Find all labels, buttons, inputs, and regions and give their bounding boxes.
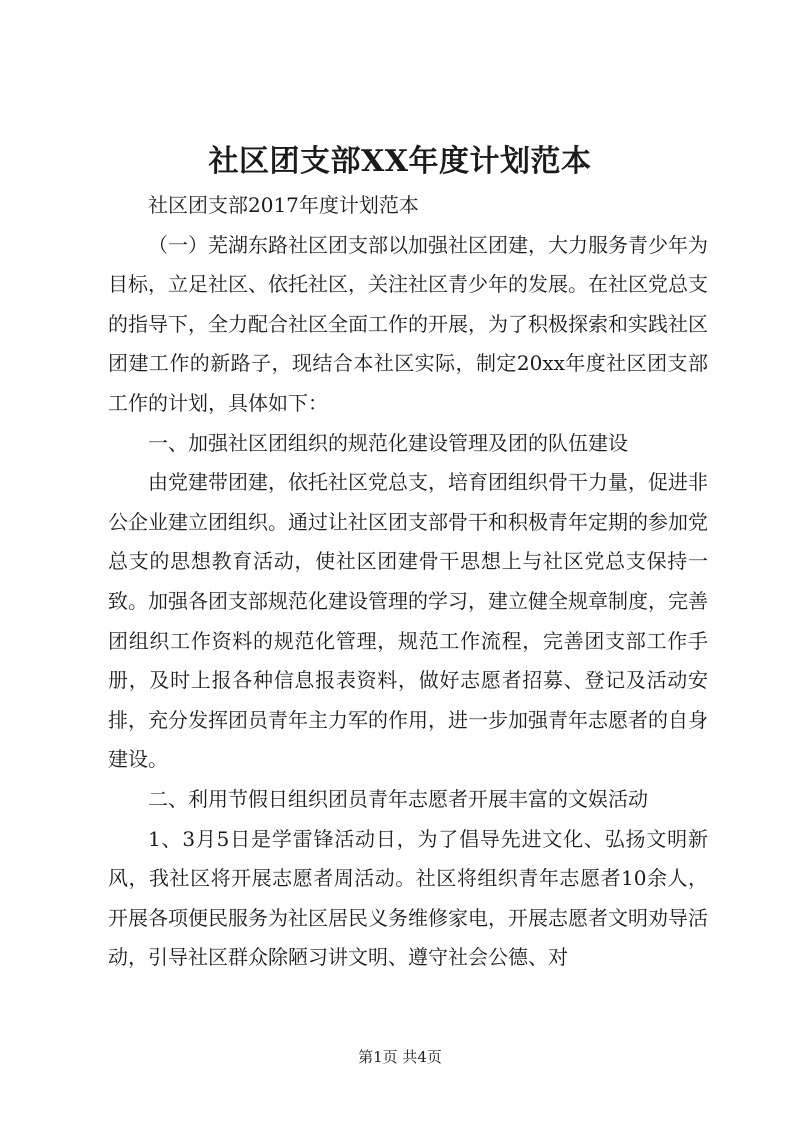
section-heading-2: 二、利用节假日组织团员青年志愿者开展丰富的文娱活动 <box>148 786 648 811</box>
paragraph-section-1: 由党建带团建，依托社区党总支，培育团组织骨干力量，促进非公企业建立团组织。通过让社区团支部骨干和积极青年定期的参加党总支的思想教育活动，使社区团建骨干思想上与社区党总支保持一致。加强各团支部规范化建设管理的学习，建立健全规章制度，完善团组织工作资料的规范化管理，规范工作流程，完善团支部工作手册，及时上报各种信息报表资料，做好志愿者招募、登记及活动安排，充分发挥团员青年主力军的作用，进一步加强青年志愿者的自身建设。 <box>108 470 708 772</box>
section-heading-1: 一、加强社区团组织的规范化建设管理及团的队伍建设 <box>148 430 628 455</box>
document-title: 社区团支部XX年度计划范本 <box>208 144 592 179</box>
paragraph-intro: （一）芜湖东路社区团支部以加强社区团建，大力服务青少年为目标，立足社区、依托社区，关注社区青少年的发展。在社区党总支的指导下，全力配合社区全面工作的开展，为了积极探索和实践社区团建工作的新路子，现结合本社区实际，制定20xx年度社区团支部工作的计划，具体如下： <box>108 232 708 415</box>
page-footer: 第1页 共4页 <box>358 1048 442 1066</box>
document-subtitle: 社区团支部2017年度计划范本 <box>148 193 419 217</box>
paragraph-item-1: 1、3月5日是学雷锋活动日，为了倡导先进文化、弘扬文明新风，我社区将开展志愿者周活动。社区将组织青年志愿者10余人，开展各项便民服务为社区居民义务维修家电，开展志愿者文明劝导活动，引导社区群众除陋习讲文明、遵守社会公德、对 <box>108 826 708 970</box>
document-body <box>108 186 708 978</box>
